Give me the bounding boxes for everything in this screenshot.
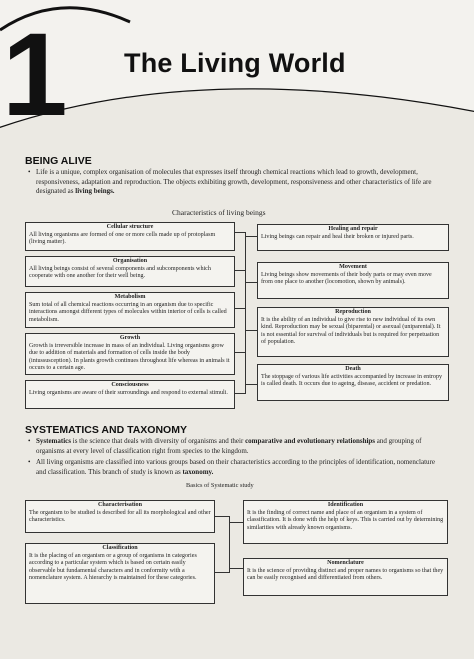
box-cellular-structure — [25, 222, 235, 251]
box-identification — [243, 500, 448, 544]
box-title: Cellular structure — [106, 224, 154, 230]
connector-line — [245, 384, 257, 385]
box-text: Living beings show movements of their body parts or may even move from one place to another (locomotion, shown by animals). — [261, 271, 432, 286]
box-title: Organisation — [112, 258, 148, 264]
bullet-systematics — [28, 437, 444, 456]
connector-line — [245, 330, 257, 331]
connector-spine — [229, 516, 230, 573]
bullet-life-definition — [28, 168, 444, 197]
section-heading-systematics: SYSTEMATICS AND TAXONOMY — [25, 424, 187, 436]
box-text: Sum total of all chemical reactions occurring in an organism due to specific interactions amongst different types of molecules within interior of cells is called metabolism. — [29, 301, 227, 323]
connector-line — [235, 232, 245, 233]
box-consciousness — [25, 380, 235, 409]
box-text: It is the placing of an organism or a group of organisms in categories according to a particular system which is based on certain easily observable but fundamental characters and in conformity with a nomenclature system. A hierarchy is maintained for these categories. — [29, 552, 197, 582]
relationships-term: comparative and evolutionary relationships — [245, 437, 376, 445]
systematics-text-end: and grouping of organisms at every level of classification right from species to the kingdom. — [36, 437, 422, 455]
connector-line — [235, 393, 245, 394]
box-classification — [25, 543, 215, 604]
box-title: Movement — [339, 264, 367, 270]
box-title: Classification — [102, 545, 138, 551]
connector-line — [235, 308, 245, 309]
connector-line — [229, 522, 243, 523]
box-title: Healing and repair — [328, 226, 378, 232]
box-title: Characterisation — [97, 502, 142, 508]
connector-line — [229, 568, 243, 569]
box-title: Death — [345, 366, 361, 372]
systematics-term: Systematics — [36, 437, 71, 445]
connector-line — [235, 270, 245, 271]
box-reproduction — [257, 307, 449, 357]
box-growth — [25, 333, 235, 375]
living-beings-term: living beings. — [75, 187, 115, 195]
life-definition-text: Life is a unique, complex organisation of molecules that expresses itself through chemical reactions which lead to growth, development, responsiveness, adaptation and reproduction. The objects exhibiting growth, development, responsiveness and other characteristics of life are designated as — [36, 168, 432, 195]
box-movement — [257, 262, 449, 299]
bullet-taxonomy — [28, 458, 444, 477]
connector-spine — [245, 232, 246, 394]
box-metabolism — [25, 292, 235, 328]
box-organisation — [25, 256, 235, 287]
box-title: Metabolism — [114, 294, 146, 300]
box-text: Growth is irreversible increase in mass of an individual. Living organisms grow due to addition of materials and formation of cells inside the body (intussusception). In plants growth continues throughout life whereas in animals it occurs to a certain age. — [29, 342, 230, 372]
box-nomenclature — [243, 558, 448, 596]
box-text: All living beings consist of several components and subcomponents which cooperate with one another for their well being. — [29, 265, 211, 280]
systematics-text: is the science that deals with diversity of organisms and their — [71, 437, 246, 445]
box-text: The organism to be studied is described for all its morphological and other characteristics. — [29, 509, 211, 524]
chapter-title: The Living World — [124, 48, 346, 78]
connector-line — [215, 572, 229, 573]
box-text: All living organisms are formed of one or more cells made up of protoplasm (living matter). — [29, 231, 216, 246]
connector-line — [245, 236, 257, 237]
connector-line — [215, 516, 229, 517]
systematic-diagram-title: Basics of Systematic study — [186, 482, 254, 489]
connector-line — [235, 352, 245, 353]
chapter-number: 1 — [2, 9, 68, 141]
taxonomy-term: taxonomy. — [182, 467, 214, 476]
connector-line — [245, 282, 257, 283]
box-characterisation — [25, 500, 215, 533]
box-title: Nomenclature — [327, 560, 364, 566]
chapter-header — [0, 0, 474, 140]
bullet-dot-icon: • — [28, 168, 31, 176]
box-text: It is the ability of an individual to give rise to new individual of its own kind. Reproduction may be sexual (biparental) or asexual (uniparental). It is not essential for survival of individuals but is required for perpetuation of population. — [261, 316, 441, 346]
box-title: Identification — [327, 502, 364, 508]
box-text: Living beings can repair and heal their broken or injured parts. — [261, 233, 414, 240]
characteristics-diagram-title: Characteristics of living beings — [172, 208, 266, 217]
section-heading-being-alive: BEING ALIVE — [25, 155, 92, 167]
box-text: The stoppage of various life activities accompanied by increase in entropy is called death. It occurs due to ageing, disease, accident or predation. — [261, 373, 443, 388]
box-healing-repair — [257, 224, 449, 251]
taxonomy-text: All living organisms are classified into various groups based on their characteristics according to the principles of identification, nomenclature and classification. This branch of study is known as — [36, 458, 435, 476]
box-text: It is the finding of correct name and place of an organism in a system of classification. It is done with the help of keys. This is carried out by determining similarities with already known organisms. — [247, 509, 444, 531]
box-title: Reproduction — [335, 309, 371, 315]
box-text: It is the science of providing distinct and proper names to organisms so that they can be easily recognised and differentiated from others. — [247, 567, 444, 582]
box-title: Consciousness — [111, 382, 149, 388]
bullet-dot-icon: • — [28, 458, 31, 466]
box-text: Living organisms are aware of their surroundings and respond to external stimuli. — [29, 389, 228, 396]
box-death — [257, 364, 449, 401]
box-title: Growth — [119, 335, 141, 341]
bullet-dot-icon: • — [28, 437, 31, 445]
